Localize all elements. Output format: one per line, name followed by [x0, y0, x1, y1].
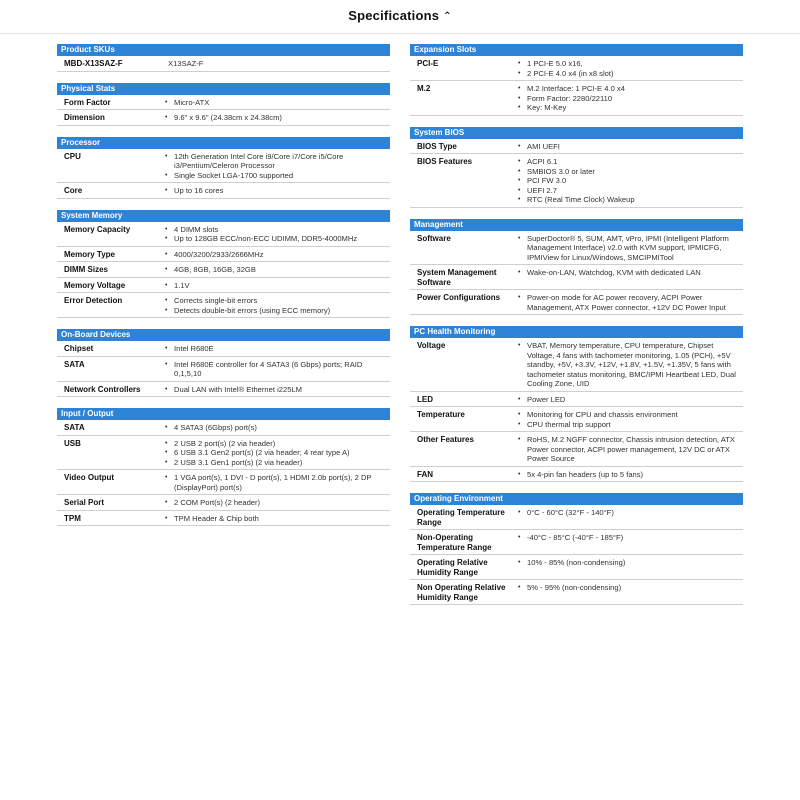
spec-value-item: • Power LED — [517, 395, 739, 405]
spec-key: Operating Relative Humidity Range — [417, 558, 488, 577]
spec-value-list — [164, 113, 386, 123]
spec-value — [517, 84, 743, 113]
spec-value — [517, 293, 743, 312]
spec-key: FAN — [417, 469, 433, 479]
spec-key: DIMM Sizes — [64, 265, 109, 274]
spec-value — [517, 341, 743, 389]
spec-value — [164, 473, 390, 492]
spec-key: M.2 — [417, 84, 431, 93]
spec-value — [517, 470, 743, 480]
spec-value — [164, 281, 390, 291]
spec-row — [410, 265, 743, 290]
spec-value — [164, 113, 390, 123]
spec-section-on-board-devices — [57, 329, 390, 397]
spec-value-item: • Wake-on-LAN, Watchdog, KVM with dedicated LAN — [517, 268, 739, 278]
spec-key: Memory Type — [64, 249, 115, 259]
spec-section-input-output — [57, 408, 390, 526]
spec-value — [517, 410, 743, 429]
spec-key: Chipset — [64, 344, 94, 353]
spec-key: Core — [64, 186, 83, 195]
spec-row — [57, 341, 390, 357]
spec-key: System Management Software — [417, 268, 497, 287]
section-heading: Input / Output — [57, 408, 390, 420]
spec-value — [517, 142, 743, 152]
spec-value-item: • Intel R680E — [164, 344, 386, 354]
spec-value-list — [164, 514, 386, 524]
spec-value-item: • Corrects single-bit errors — [164, 296, 386, 306]
spec-section-expansion-slots — [410, 44, 743, 116]
spec-key: Voltage — [417, 341, 446, 350]
spec-value-item: • 2 USB 3.1 Gen1 port(s) (2 via header) — [164, 458, 386, 468]
spec-value-list — [164, 439, 386, 468]
right-spec-column — [410, 44, 743, 616]
spec-value-item: • 4GB, 8GB, 16GB, 32GB — [164, 265, 386, 275]
spec-row — [57, 183, 390, 199]
spec-key: Non-Operating Temperature Range — [417, 533, 492, 552]
spec-value-item: • VBAT, Memory temperature, CPU temperature, Chipset Voltage, 4 fans with tachometer monitoring, 1.05 (PCH), +5V standby, +5V, +3.3V, +12V, +1.8V, +1.5V, +1.35V, 5 fans with tachometer status monitoring, BMC/IPMI Heartbeat LED, Dual Cooling Zone, UID — [517, 341, 739, 389]
section-heading: Product SKUs — [57, 44, 390, 56]
spec-row — [410, 81, 743, 116]
spec-value-item: • 0°C - 60°C (32°F - 140°F) — [517, 508, 739, 518]
spec-value — [164, 514, 390, 524]
spec-value-list — [164, 250, 386, 260]
spec-row — [410, 56, 743, 81]
spec-value-item: • Single Socket LGA-1700 supported — [164, 171, 386, 181]
spec-value — [517, 583, 743, 602]
spec-value-item: • 10% - 85% (non-condensing) — [517, 558, 739, 568]
spec-value-item: • ACPI 6.1 — [517, 157, 739, 167]
spec-key: Network Controllers — [64, 384, 141, 394]
spec-value-list — [164, 225, 386, 244]
spec-value-item: • Intel R680E controller for 4 SATA3 (6 Gbps) ports; RAID 0,1,5,10 — [164, 360, 386, 379]
spec-key: BIOS Type — [417, 141, 457, 151]
spec-key: Non Operating Relative Humidity Range — [417, 583, 506, 602]
spec-value — [164, 152, 390, 181]
chevron-up-icon: ⌃ — [443, 11, 452, 22]
spec-value — [517, 157, 743, 205]
spec-row — [57, 495, 390, 511]
spec-value — [164, 360, 390, 379]
spec-row — [410, 407, 743, 432]
spec-key: TPM — [64, 513, 81, 523]
left-spec-column — [57, 44, 390, 537]
spec-row — [410, 392, 743, 408]
spec-key: Error Detection — [64, 296, 123, 305]
spec-value-list — [517, 268, 739, 278]
spec-value — [164, 225, 390, 244]
spec-value-list — [164, 281, 386, 291]
spec-key: Dimension — [64, 113, 105, 122]
spec-row — [57, 247, 390, 263]
section-heading: Operating Environment — [410, 493, 743, 505]
spec-value-item: • 5% - 95% (non-condensing) — [517, 583, 739, 593]
spec-value-list — [164, 385, 386, 395]
spec-section-pc-health-monitoring — [410, 326, 743, 482]
spec-key: BIOS Features — [417, 157, 473, 166]
spec-value — [517, 59, 743, 78]
spec-value — [164, 265, 390, 275]
spec-value — [164, 498, 390, 508]
spec-key: Operating Temperature Range — [417, 508, 505, 527]
spec-value — [164, 423, 390, 433]
spec-value-item: • 4 SATA3 (6Gbps) port(s) — [164, 423, 386, 433]
spec-row — [410, 432, 743, 467]
spec-value-item: • -40°C - 85°C (-40°F - 185°F) — [517, 533, 739, 543]
spec-value-item: • Key: M-Key — [517, 103, 739, 113]
spec-value-list — [517, 558, 739, 568]
spec-key: MBD-X13SAZ-F — [64, 59, 123, 68]
section-heading: PC Health Monitoring — [410, 326, 743, 338]
spec-key: SATA — [64, 423, 85, 432]
spec-value-item: • CPU thermal trip support — [517, 420, 739, 430]
spec-value-list — [164, 186, 386, 196]
spec-value-item: • 2 USB 2 port(s) (2 via header) — [164, 439, 386, 449]
spec-value-list — [164, 473, 386, 492]
spec-row — [57, 262, 390, 278]
spec-value-item: • SMBIOS 3.0 or later — [517, 167, 739, 177]
spec-value-item: • PCI FW 3.0 — [517, 176, 739, 186]
spec-value-item: • 2 PCI-E 4.0 x4 (in x8 slot) — [517, 69, 739, 79]
spec-value-list — [164, 296, 386, 315]
spec-value-item: • AMI UEFI — [517, 142, 739, 152]
spec-key: CPU — [64, 151, 81, 161]
spec-value-list — [517, 293, 739, 312]
spec-row — [410, 580, 743, 605]
spec-section-operating-environment — [410, 493, 743, 605]
spec-value — [517, 558, 743, 577]
spec-row — [57, 95, 390, 111]
section-heading: Management — [410, 219, 743, 231]
spec-value-item: • 9.6" x 9.6" (24.38cm x 24.38cm) — [164, 113, 386, 123]
section-heading: Processor — [57, 137, 390, 149]
spec-value-list — [517, 84, 739, 113]
spec-value-item: • Monitoring for CPU and chassis environment — [517, 410, 739, 420]
spec-key: Serial Port — [64, 498, 105, 507]
spec-row — [410, 231, 743, 266]
spec-row — [410, 555, 743, 580]
spec-value-list — [517, 533, 739, 543]
spec-row — [410, 139, 743, 155]
spec-value-item: • Up to 128GB ECC/non-ECC UDIMM, DDR5-4000MHz — [164, 234, 386, 244]
spec-row — [410, 467, 743, 483]
spec-value-item: • Up to 16 cores — [164, 186, 386, 196]
spec-value — [517, 435, 743, 464]
section-heading: System Memory — [57, 210, 390, 222]
spec-value-list — [517, 234, 739, 263]
section-heading: On-Board Devices — [57, 329, 390, 341]
section-heading: Physical Stats — [57, 83, 390, 95]
spec-key: USB — [64, 438, 81, 448]
spec-row — [410, 505, 743, 530]
spec-value-item: • SuperDoctor® 5, SUM, AMT, vPro, IPMI (Intelligent Platform Management Interface) v2.0 with KVM support, IPMICFG, IPMIView for Linux/Windows, SMCIPMITool — [517, 234, 739, 263]
spec-value-list — [164, 360, 386, 379]
spec-section-processor — [57, 137, 390, 199]
spec-row — [57, 293, 390, 318]
spec-value — [164, 98, 390, 108]
spec-section-physical-stats — [57, 83, 390, 126]
spec-value-list — [164, 498, 386, 508]
spec-key: Form Factor — [64, 97, 111, 107]
spec-value — [164, 385, 390, 395]
spec-value-item: • Form Factor: 2280/22110 — [517, 94, 739, 104]
spec-row — [57, 149, 390, 184]
spec-value — [517, 268, 743, 287]
specifications-toggle[interactable] — [0, 8, 800, 23]
section-heading: System BIOS — [410, 127, 743, 139]
spec-row — [57, 436, 390, 471]
spec-section-product-skus — [57, 44, 390, 72]
spec-value — [164, 296, 390, 315]
spec-row — [410, 290, 743, 315]
spec-row — [57, 470, 390, 495]
spec-value — [164, 59, 390, 69]
spec-value-item: • 4 DIMM slots — [164, 225, 386, 235]
spec-row — [57, 56, 390, 72]
spec-value-list — [517, 142, 739, 152]
spec-value-item: • 1 PCI-E 5.0 x16, — [517, 59, 739, 69]
spec-key: Other Features — [417, 435, 474, 444]
spec-key: SATA — [64, 359, 85, 369]
spec-value-item: • RoHS, M.2 NGFF connector, Chassis intrusion detection, ATX Power connector, ACPI power management, 12V DC or ATX Power Source — [517, 435, 739, 464]
page-title: Specifications — [348, 8, 440, 23]
spec-value-list — [517, 157, 739, 205]
spec-value-item: • 1 VGA port(s), 1 DVI - D port(s), 1 HDMI 2.0b port(s), 2 DP (DisplayPort) port(s) — [164, 473, 386, 492]
spec-key: Temperature — [417, 410, 465, 419]
spec-value-item: • 2 COM Port(s) (2 header) — [164, 498, 386, 508]
spec-value-item: • Power-on mode for AC power recovery, ACPI Power Management, ATX Power connector, +12V DC Power Input — [517, 293, 739, 312]
spec-value-item: • M.2 Interface: 1 PCI-E 4.0 x4 — [517, 84, 739, 94]
spec-key: Power Configurations — [417, 293, 501, 302]
spec-value-list — [164, 152, 386, 181]
spec-value-item: • 4000/3200/2933/2666MHz — [164, 250, 386, 260]
spec-key: PCI-E — [417, 59, 439, 68]
spec-value — [517, 234, 743, 263]
spec-value-list — [517, 410, 739, 429]
spec-section-management — [410, 219, 743, 316]
spec-row — [57, 110, 390, 126]
spec-row — [410, 154, 743, 208]
spec-value-text: X13SAZ-F — [168, 59, 204, 68]
spec-value-list — [517, 508, 739, 518]
spec-key: Video Output — [64, 473, 115, 482]
spec-value — [517, 395, 743, 405]
spec-value-list — [517, 583, 739, 593]
spec-row — [57, 357, 390, 382]
spec-key: Memory Capacity — [64, 224, 131, 234]
spec-key: Memory Voltage — [64, 280, 126, 290]
spec-value-item: • 12th Generation Intel Core i9/Core i7/Core i5/Core i3/Pentium/Celeron Processor — [164, 152, 386, 171]
spec-row — [410, 530, 743, 555]
spec-value-item: • 6 USB 3.1 Gen2 port(s) (2 via header; 4 rear type A) — [164, 448, 386, 458]
spec-value-item: • TPM Header & Chip both — [164, 514, 386, 524]
spec-section-system-bios — [410, 127, 743, 208]
spec-section-system-memory — [57, 210, 390, 319]
spec-value-item: • 5x 4-pin fan headers (up to 5 fans) — [517, 470, 739, 480]
spec-value-item: • RTC (Real Time Clock) Wakeup — [517, 195, 739, 205]
spec-value — [517, 533, 743, 552]
spec-value-list — [164, 265, 386, 275]
spec-value-item: • UEFI 2.7 — [517, 186, 739, 196]
spec-row — [57, 511, 390, 527]
spec-key: Software — [417, 233, 451, 243]
spec-value — [164, 250, 390, 260]
spec-row — [57, 222, 390, 247]
spec-value-list — [517, 395, 739, 405]
spec-value-list — [517, 435, 739, 464]
spec-value — [517, 508, 743, 527]
section-heading: Expansion Slots — [410, 44, 743, 56]
spec-value-list — [164, 423, 386, 433]
spec-value-item: • Detects double-bit errors (using ECC memory) — [164, 306, 386, 316]
spec-value-list — [517, 470, 739, 480]
spec-key: LED — [417, 394, 433, 404]
spec-value-list — [164, 344, 386, 354]
spec-row — [57, 278, 390, 294]
specifications-header[interactable] — [0, 0, 800, 34]
spec-row — [410, 338, 743, 392]
spec-value — [164, 186, 390, 196]
spec-value-item: • Micro-ATX — [164, 98, 386, 108]
spec-value-list — [517, 59, 739, 78]
spec-value — [164, 439, 390, 468]
spec-value-list — [517, 341, 739, 389]
spec-value-item: • 1.1V — [164, 281, 386, 291]
spec-value — [164, 344, 390, 354]
spec-value-list — [164, 98, 386, 108]
spec-value-item: • Dual LAN with Intel® Ethernet i225LM — [164, 385, 386, 395]
spec-row — [57, 420, 390, 436]
spec-row — [57, 382, 390, 398]
